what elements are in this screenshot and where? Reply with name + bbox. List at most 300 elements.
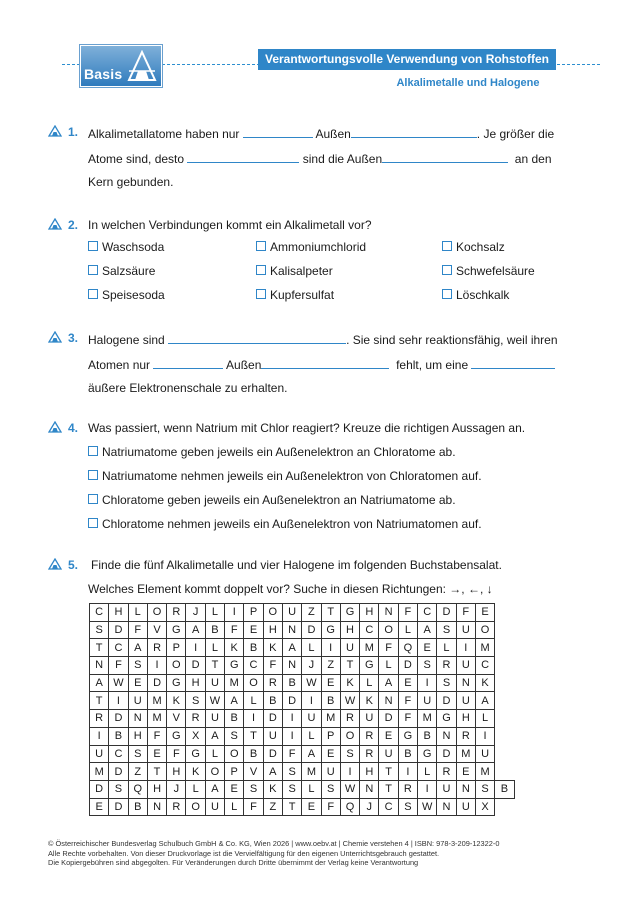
grid-cell[interactable]: L	[128, 604, 147, 622]
grid-cell[interactable]: U	[340, 639, 359, 657]
grid-cell[interactable]: J	[360, 798, 379, 816]
grid-cell[interactable]: L	[302, 727, 321, 745]
checkbox-icon[interactable]	[88, 289, 98, 299]
grid-cell[interactable]: O	[167, 657, 186, 675]
grid-cell[interactable]: E	[456, 763, 475, 781]
option-label: Speisesoda	[102, 288, 165, 302]
grid-cell[interactable]: U	[128, 692, 147, 710]
grid-cell[interactable]: I	[456, 639, 475, 657]
grid-cell[interactable]: U	[205, 674, 224, 692]
grid-cell[interactable]: B	[263, 692, 282, 710]
grid-cell[interactable]: C	[90, 604, 109, 622]
grid-cell[interactable]: J	[302, 657, 321, 675]
grid-cell[interactable]: Q	[398, 639, 417, 657]
grid-cell[interactable]: F	[398, 692, 417, 710]
grid-row	[90, 674, 515, 692]
checkbox-option[interactable]	[88, 288, 165, 302]
grid-cell[interactable]: H	[147, 780, 166, 798]
grid-cell[interactable]: R	[90, 710, 109, 728]
grid-cell[interactable]: M	[90, 763, 109, 781]
grid-cell[interactable]: U	[360, 710, 379, 728]
grid-cell[interactable]: U	[321, 763, 340, 781]
grid-cell[interactable]: U	[90, 745, 109, 763]
grid-cell[interactable]: R	[398, 780, 417, 798]
grid-cell[interactable]: T	[205, 657, 224, 675]
grid-cell[interactable]: C	[475, 657, 494, 675]
grid-cell[interactable]: U	[302, 710, 321, 728]
grid-cell[interactable]: G	[340, 604, 359, 622]
grid-cell[interactable]: I	[225, 604, 244, 622]
grid-cell[interactable]: E	[475, 604, 494, 622]
grid-cell[interactable]: H	[167, 763, 186, 781]
grid-cell[interactable]: A	[205, 780, 224, 798]
grid-cell[interactable]: A	[186, 621, 205, 639]
grid-cell[interactable]: E	[379, 727, 398, 745]
grid-cell[interactable]: F	[225, 621, 244, 639]
grid-cell[interactable]: M	[147, 692, 166, 710]
grid-cell[interactable]: U	[263, 727, 282, 745]
grid-cell[interactable]: O	[475, 621, 494, 639]
grid-cell[interactable]: T	[90, 639, 109, 657]
grid-cell[interactable]: S	[398, 798, 417, 816]
grid-cell[interactable]: S	[186, 692, 205, 710]
grid-cell[interactable]: W	[302, 674, 321, 692]
checkbox-option[interactable]	[88, 493, 456, 507]
grid-cell[interactable]: I	[109, 692, 128, 710]
text-segment: Atome sind, desto	[88, 152, 188, 166]
grid-cell[interactable]: E	[225, 780, 244, 798]
grid-cell[interactable]: I	[475, 727, 494, 745]
checkbox-option[interactable]	[256, 288, 334, 302]
grid-cell[interactable]: S	[437, 674, 456, 692]
grid-cell[interactable]: S	[282, 763, 301, 781]
grid-cell[interactable]: A	[205, 727, 224, 745]
blank-field[interactable]	[168, 331, 346, 344]
grid-cell[interactable]: T	[321, 604, 340, 622]
grid-cell[interactable]: A	[128, 639, 147, 657]
checkbox-option[interactable]	[442, 264, 535, 278]
grid-cell[interactable]: S	[109, 780, 128, 798]
grid-cell[interactable]: M	[147, 710, 166, 728]
option-label: Natriumatome geben jeweils ein Außenelektron an Chloratome ab.	[102, 445, 456, 459]
grid-cell[interactable]: C	[109, 639, 128, 657]
grid-cell[interactable]: A	[225, 692, 244, 710]
grid-cell[interactable]: A	[90, 674, 109, 692]
grid-cell[interactable]: U	[282, 604, 301, 622]
grid-cell[interactable]: A	[379, 674, 398, 692]
grid-cell[interactable]: O	[205, 763, 224, 781]
grid-cell[interactable]: N	[360, 780, 379, 798]
grid-cell[interactable]: B	[321, 692, 340, 710]
checkbox-icon[interactable]	[88, 265, 98, 275]
grid-cell[interactable]: H	[360, 604, 379, 622]
grid-cell[interactable]: O	[225, 745, 244, 763]
grid-cell[interactable]: F	[167, 745, 186, 763]
grid-cell[interactable]: S	[225, 727, 244, 745]
grid-cell[interactable]: T	[282, 798, 301, 816]
checkbox-option[interactable]	[88, 517, 482, 531]
grid-cell[interactable]: K	[475, 674, 494, 692]
checkbox-icon[interactable]	[88, 518, 98, 528]
grid-cell[interactable]: J	[186, 604, 205, 622]
grid-cell[interactable]: D	[437, 604, 456, 622]
grid-cell[interactable]: S	[340, 745, 359, 763]
grid-cell[interactable]: H	[109, 604, 128, 622]
grid-cell[interactable]: J	[167, 780, 186, 798]
grid-cell[interactable]: F	[398, 604, 417, 622]
grid-cell[interactable]: D	[263, 745, 282, 763]
grid-cell[interactable]: E	[398, 674, 417, 692]
grid-cell[interactable]: X	[475, 798, 494, 816]
grid-cell[interactable]: D	[109, 798, 128, 816]
option-label: Chloratome geben jeweils ein Außenelektron an Natriumatome ab.	[102, 493, 456, 507]
grid-cell[interactable]: F	[398, 710, 417, 728]
grid-cell[interactable]: D	[379, 710, 398, 728]
grid-cell[interactable]: P	[225, 763, 244, 781]
grid-cell[interactable]: W	[340, 780, 359, 798]
grid-cell[interactable]: R	[437, 763, 456, 781]
grid-cell[interactable]: S	[128, 657, 147, 675]
checkbox-icon[interactable]	[88, 241, 98, 251]
grid-cell[interactable]: U	[379, 745, 398, 763]
grid-cell[interactable]: Z	[128, 763, 147, 781]
grid-cell[interactable]: O	[244, 674, 263, 692]
grid-cell[interactable]: G	[398, 727, 417, 745]
grid-cell[interactable]: D	[109, 710, 128, 728]
grid-cell[interactable]: S	[244, 780, 263, 798]
checkbox-option[interactable]	[88, 240, 164, 254]
grid-cell[interactable]: D	[302, 621, 321, 639]
grid-cell[interactable]: I	[90, 727, 109, 745]
grid-cell[interactable]: N	[456, 780, 475, 798]
grid-cell[interactable]: M	[475, 763, 494, 781]
grid-cell[interactable]: Z	[321, 657, 340, 675]
grid-row	[90, 604, 515, 622]
grid-cell[interactable]: F	[244, 798, 263, 816]
blank-field[interactable]	[382, 150, 508, 163]
grid-cell[interactable]: T	[90, 692, 109, 710]
blank-field[interactable]	[471, 356, 555, 369]
grid-cell[interactable]: I	[340, 763, 359, 781]
grid-cell[interactable]: W	[109, 674, 128, 692]
grid-cell[interactable]: T	[147, 763, 166, 781]
grid-cell[interactable]: D	[147, 674, 166, 692]
grid-cell[interactable]: O	[379, 621, 398, 639]
grid-cell[interactable]: R	[186, 710, 205, 728]
grid-cell[interactable]: K	[263, 639, 282, 657]
grid-cell[interactable]: U	[205, 798, 224, 816]
grid-cell[interactable]: R	[340, 710, 359, 728]
grid-cell[interactable]: S	[282, 780, 301, 798]
pyramid-icon	[127, 50, 157, 82]
grid-cell[interactable]: H	[340, 621, 359, 639]
grid-cell[interactable]: H	[186, 674, 205, 692]
grid-cell[interactable]: N	[282, 657, 301, 675]
grid-cell[interactable]: L	[302, 639, 321, 657]
grid-cell[interactable]: W	[418, 798, 437, 816]
grid-cell[interactable]: L	[302, 780, 321, 798]
option-label: Schwefelsäure	[456, 264, 535, 278]
grid-cell[interactable]: E	[302, 798, 321, 816]
grid-cell[interactable]: A	[418, 621, 437, 639]
grid-cell[interactable]: C	[379, 798, 398, 816]
grid-cell[interactable]: B	[418, 727, 437, 745]
grid-cell[interactable]: G	[186, 745, 205, 763]
grid-cell[interactable]: B	[398, 745, 417, 763]
grid-cell[interactable]: D	[90, 780, 109, 798]
grid-cell[interactable]: V	[244, 763, 263, 781]
grid-cell[interactable]: H	[128, 727, 147, 745]
grid-cell[interactable]: U	[418, 692, 437, 710]
grid-cell[interactable]: S	[128, 745, 147, 763]
grid-cell[interactable]: W	[340, 692, 359, 710]
task-3-line-1	[88, 331, 558, 347]
grid-cell[interactable]: L	[418, 763, 437, 781]
grid-cell[interactable]: S	[321, 780, 340, 798]
checkbox-icon[interactable]	[88, 446, 98, 456]
grid-cell[interactable]: K	[263, 780, 282, 798]
checkbox-icon[interactable]	[442, 241, 452, 251]
checkbox-option[interactable]	[88, 469, 482, 483]
grid-cell[interactable]: N	[128, 710, 147, 728]
grid-cell[interactable]: B	[495, 780, 514, 798]
grid-cell[interactable]: G	[321, 621, 340, 639]
grid-cell[interactable]: T	[379, 780, 398, 798]
grid-cell[interactable]: G	[225, 657, 244, 675]
grid-cell[interactable]: E	[90, 798, 109, 816]
text-segment: . Sie sind sehr reaktionsfähig, weil ihren	[346, 333, 558, 347]
grid-cell[interactable]: B	[282, 674, 301, 692]
grid-cell[interactable]: Z	[263, 798, 282, 816]
checkbox-icon[interactable]	[442, 265, 452, 275]
grid-cell[interactable]: R	[147, 639, 166, 657]
grid-cell[interactable]: F	[321, 798, 340, 816]
grid-cell[interactable]: A	[302, 745, 321, 763]
grid-cell[interactable]: D	[109, 621, 128, 639]
blank-field[interactable]	[187, 150, 299, 163]
grid-cell[interactable]: D	[263, 710, 282, 728]
grid-cell[interactable]: K	[360, 692, 379, 710]
grid-cell[interactable]: P	[167, 639, 186, 657]
checkbox-icon[interactable]	[88, 470, 98, 480]
grid-cell[interactable]: S	[90, 621, 109, 639]
text-segment: Außen	[315, 127, 351, 141]
grid-cell[interactable]: G	[418, 745, 437, 763]
grid-cell[interactable]: O	[147, 604, 166, 622]
grid-cell[interactable]: A	[263, 763, 282, 781]
grid-cell[interactable]: M	[475, 639, 494, 657]
grid-cell[interactable]: I	[302, 692, 321, 710]
grid-cell[interactable]: R	[167, 604, 186, 622]
grid-cell[interactable]: M	[321, 710, 340, 728]
grid-cell[interactable]: N	[379, 604, 398, 622]
checkbox-icon[interactable]	[256, 265, 266, 275]
grid-cell[interactable]: I	[186, 639, 205, 657]
grid-cell[interactable]: U	[437, 780, 456, 798]
grid-cell[interactable]: N	[456, 674, 475, 692]
text-segment: an den	[514, 152, 552, 166]
grid-cell[interactable]: N	[282, 621, 301, 639]
grid-cell[interactable]: U	[456, 692, 475, 710]
grid-cell[interactable]: U	[456, 798, 475, 816]
grid-cell[interactable]: L	[398, 621, 417, 639]
grid-row	[90, 692, 515, 710]
blank-field[interactable]	[261, 356, 389, 369]
grid-cell[interactable]: R	[360, 727, 379, 745]
grid-cell[interactable]: O	[263, 604, 282, 622]
checkbox-option[interactable]	[442, 288, 509, 302]
grid-cell[interactable]: F	[379, 639, 398, 657]
grid-cell[interactable]: D	[437, 692, 456, 710]
checkbox-option[interactable]	[256, 240, 366, 254]
grid-cell[interactable]: U	[475, 745, 494, 763]
grid-cell[interactable]: T	[340, 657, 359, 675]
grid-cell[interactable]: I	[398, 763, 417, 781]
grid-cell[interactable]: B	[225, 710, 244, 728]
grid-cell[interactable]: F	[263, 657, 282, 675]
grid-cell[interactable]: S	[475, 780, 494, 798]
grid-cell[interactable]: B	[109, 727, 128, 745]
grid-cell[interactable]: S	[418, 657, 437, 675]
grid-cell[interactable]: H	[360, 763, 379, 781]
grid-cell[interactable]: L	[379, 657, 398, 675]
grid-cell[interactable]: E	[321, 745, 340, 763]
grid-cell[interactable]: N	[379, 692, 398, 710]
grid-cell[interactable]: F	[456, 604, 475, 622]
grid-cell[interactable]: S	[437, 621, 456, 639]
grid-cell[interactable]: I	[147, 657, 166, 675]
checkbox-option[interactable]	[88, 445, 456, 459]
grid-cell[interactable]: K	[340, 674, 359, 692]
checkbox-icon[interactable]	[442, 289, 452, 299]
checkbox-option[interactable]	[256, 264, 333, 278]
grid-cell[interactable]: E	[128, 674, 147, 692]
grid-cell[interactable]: X	[186, 727, 205, 745]
checkbox-option[interactable]	[442, 240, 505, 254]
grid-cell[interactable]: U	[205, 710, 224, 728]
grid-cell[interactable]: B	[205, 621, 224, 639]
grid-cell[interactable]: R	[360, 745, 379, 763]
grid-cell[interactable]: L	[225, 798, 244, 816]
grid-cell[interactable]: G	[167, 727, 186, 745]
grid-cell[interactable]: I	[282, 727, 301, 745]
checkbox-icon[interactable]	[88, 494, 98, 504]
grid-cell[interactable]: E	[321, 674, 340, 692]
grid-cell[interactable]: I	[418, 780, 437, 798]
grid-cell[interactable]: O	[340, 727, 359, 745]
grid-cell[interactable]: K	[186, 763, 205, 781]
grid-cell[interactable]: M	[225, 674, 244, 692]
grid-cell[interactable]: T	[244, 727, 263, 745]
grid-cell[interactable]: Z	[302, 604, 321, 622]
grid-cell[interactable]: N	[437, 798, 456, 816]
grid-cell[interactable]: E	[147, 745, 166, 763]
grid-cell[interactable]: F	[128, 621, 147, 639]
grid-cell[interactable]: A	[282, 639, 301, 657]
grid-cell[interactable]: B	[244, 745, 263, 763]
grid-cell[interactable]: Q	[128, 780, 147, 798]
grid-cell[interactable]: F	[282, 745, 301, 763]
checkbox-option[interactable]	[88, 264, 155, 278]
checkbox-icon[interactable]	[256, 289, 266, 299]
grid-cell[interactable]: C	[418, 604, 437, 622]
grid-cell[interactable]: H	[456, 710, 475, 728]
grid-cell[interactable]: B	[128, 798, 147, 816]
grid-cell[interactable]: D	[437, 745, 456, 763]
grid-cell[interactable]: H	[263, 621, 282, 639]
grid-cell[interactable]: I	[418, 674, 437, 692]
grid-cell[interactable]: R	[456, 727, 475, 745]
grid-cell[interactable]: L	[244, 692, 263, 710]
grid-cell[interactable]: D	[398, 657, 417, 675]
grid-cell[interactable]: L	[205, 745, 224, 763]
grid-cell[interactable]: K	[167, 692, 186, 710]
blank-field[interactable]	[243, 125, 313, 138]
grid-cell[interactable]: O	[186, 798, 205, 816]
grid-cell[interactable]: I	[282, 710, 301, 728]
grid-cell[interactable]: G	[167, 674, 186, 692]
grid-cell[interactable]: L	[475, 710, 494, 728]
grid-cell[interactable]: C	[244, 657, 263, 675]
checkbox-icon[interactable]	[256, 241, 266, 251]
grid-cell[interactable]: T	[379, 763, 398, 781]
blank-field[interactable]	[351, 125, 477, 138]
grid-cell[interactable]: L	[205, 604, 224, 622]
blank-field[interactable]	[153, 356, 223, 369]
grid-cell[interactable]: N	[437, 727, 456, 745]
grid-cell[interactable]: V	[147, 621, 166, 639]
grid-cell[interactable]: D	[282, 692, 301, 710]
grid-cell[interactable]: N	[147, 798, 166, 816]
grid-cell[interactable]: E	[418, 639, 437, 657]
grid-cell[interactable]: G	[360, 657, 379, 675]
grid-cell[interactable]: K	[225, 639, 244, 657]
grid-cell[interactable]: F	[109, 657, 128, 675]
grid-cell[interactable]: B	[244, 639, 263, 657]
grid-cell[interactable]: V	[167, 710, 186, 728]
grid-cell[interactable]: P	[244, 604, 263, 622]
grid-cell[interactable]: W	[205, 692, 224, 710]
grid-cell[interactable]: E	[244, 621, 263, 639]
grid-cell[interactable]: A	[475, 692, 494, 710]
grid-cell[interactable]: G	[437, 710, 456, 728]
grid-cell[interactable]: M	[360, 639, 379, 657]
grid-cell[interactable]: L	[360, 674, 379, 692]
grid-cell[interactable]: R	[167, 798, 186, 816]
grid-cell[interactable]: D	[109, 763, 128, 781]
grid-cell[interactable]: P	[321, 727, 340, 745]
grid-cell[interactable]: F	[147, 727, 166, 745]
grid-cell[interactable]: M	[302, 763, 321, 781]
grid-cell[interactable]: M	[456, 745, 475, 763]
grid-cell[interactable]: L	[437, 639, 456, 657]
grid-cell[interactable]: I	[321, 639, 340, 657]
grid-cell[interactable]: L	[205, 639, 224, 657]
grid-cell[interactable]: R	[263, 674, 282, 692]
grid-cell[interactable]: R	[437, 657, 456, 675]
grid-cell[interactable]: I	[244, 710, 263, 728]
grid-cell[interactable]: M	[418, 710, 437, 728]
grid-cell[interactable]: C	[360, 621, 379, 639]
grid-cell[interactable]: D	[186, 657, 205, 675]
grid-cell[interactable]: N	[90, 657, 109, 675]
grid-cell[interactable]: U	[456, 621, 475, 639]
grid-cell[interactable]: Q	[340, 798, 359, 816]
grid-cell[interactable]: C	[109, 745, 128, 763]
grid-cell[interactable]: L	[186, 780, 205, 798]
grid-cell[interactable]: U	[456, 657, 475, 675]
grid-cell[interactable]: G	[167, 621, 186, 639]
